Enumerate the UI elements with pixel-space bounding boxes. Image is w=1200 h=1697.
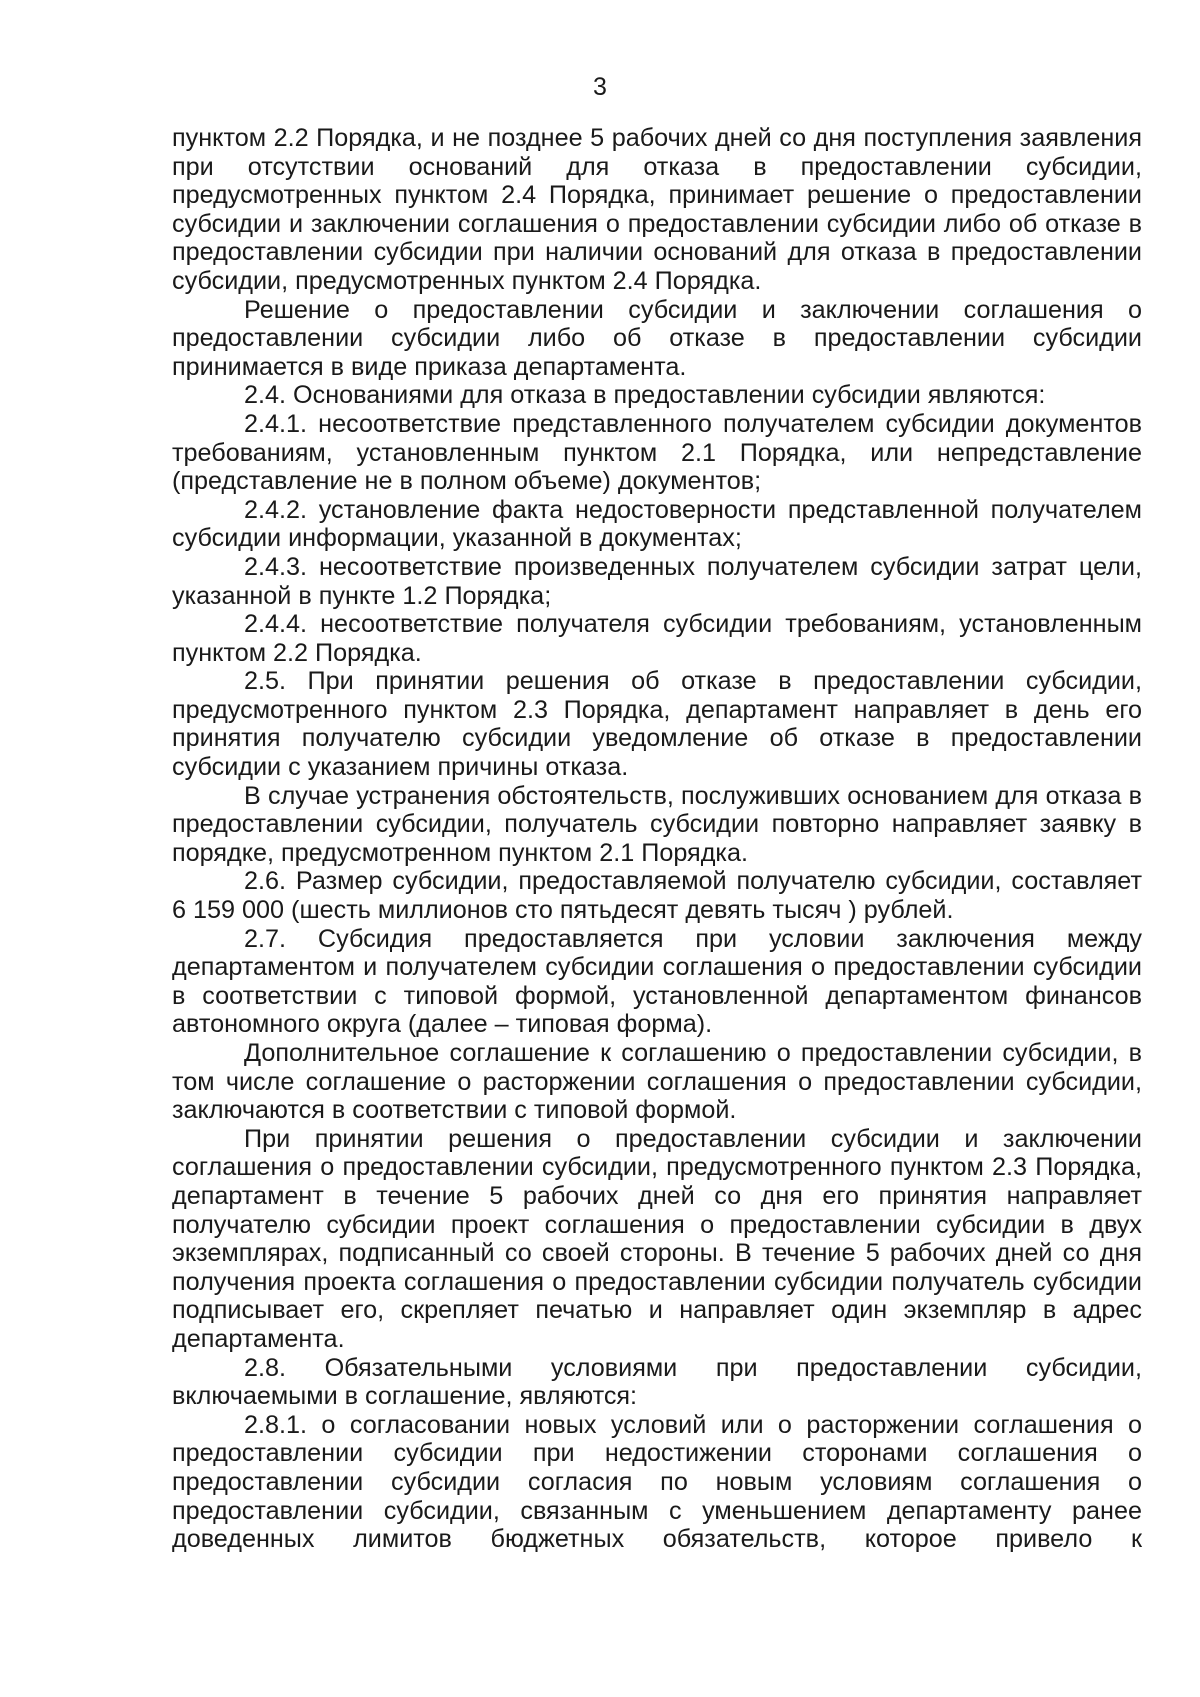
page-number: 3 <box>593 73 607 101</box>
paragraph-2-8-1: 2.8.1. о согласовании новых условий или о расторжении соглашения о предоставлении субсидии при недостижении сторонами соглашения о предоставлении субсидии согласия по новым условиям соглашения о предоставлении субсидии, связанным с уменьшением департаменту ранее доведенных лимитов бюджетных обязательств, которое привело к <box>172 1410 1142 1554</box>
paragraph-2-7: 2.7. Субсидия предоставляется при условии заключения между департаментом и получателем субсидии соглашения о предоставлении субсидии в соответствии с типовой формой, установленной департаментом финансов автономного округа (далее – типовая форма). <box>172 924 1142 1039</box>
paragraph-2-7-additional-agreement: Дополнительное соглашение к соглашению о предоставлении субсидии, в том числе соглашение о расторжении соглашения о предоставлении субсидии, заключаются в соответствии с типовой формой. <box>172 1039 1142 1125</box>
paragraph-2-4-4: 2.4.4. несоответствие получателя субсидии требованиям, установленным пунктом 2.2 Порядка. <box>172 610 1142 667</box>
document-body <box>172 124 1142 1554</box>
paragraph-2-5: 2.5. При принятии решения об отказе в предоставлении субсидии, предусмотренного пунктом 2.3 Порядка, департамент направляет в день его принятия получателю субсидии уведомление об отказе в предоставлении субсидии с указанием причины отказа. <box>172 667 1142 782</box>
paragraph-2-8: 2.8. Обязательными условиями при предоставлении субсидии, включаемыми в соглашение, являются: <box>172 1353 1142 1411</box>
paragraph-2-4-3: 2.4.3. несоответствие произведенных получателем субсидии затрат цели, указанной в пункте 1.2 Порядка; <box>172 552 1142 610</box>
paragraph-2-4-2: 2.4.2. установление факта недостоверности представленной получателем субсидии информации, указанной в документах; <box>172 495 1142 553</box>
paragraph-2-7-agreement-procedure: При принятии решения о предоставлении субсидии и заключении соглашения о предоставлении субсидии, предусмотренного пунктом 2.3 Порядка, департамент в течение 5 рабочих дней со дня его принятия направляет получателю субсидии проект соглашения о предоставлении субсидии в двух экземплярах, подписанный со своей стороны. В течение 5 рабочих дней со дня получения проекта соглашения о предоставлении субсидии получатель субсидии подписывает его, скрепляет печатью и направляет один экземпляр в адрес департамента. <box>172 1124 1142 1353</box>
paragraph-2-6: 2.6. Размер субсидии, предоставляемой получателю субсидии, составляет 6 159 000 (шесть миллионов сто пятьдесят девять тысяч ) рублей. <box>172 867 1142 925</box>
paragraph-2-4-1: 2.4.1. несоответствие представленного получателем субсидии документов требованиям, установленным пунктом 2.1 Порядка, или непредставление (представление не в полном объеме) документов; <box>172 409 1142 496</box>
paragraph-decision-form: Решение о предоставлении субсидии и заключении соглашения о предоставлении субсидии либо об отказе в предоставлении субсидии принимается в виде приказа департамента. <box>172 295 1142 381</box>
paragraph-2-5-resubmission: В случае устранения обстоятельств, послуживших основанием для отказа в предоставлении субсидии, получатель субсидии повторно направляет заявку в порядке, предусмотренном пунктом 2.1 Порядка. <box>172 781 1142 867</box>
paragraph-continuation: пунктом 2.2 Порядка, и не позднее 5 рабочих дней со дня поступления заявления при отсутствии оснований для отказа в предоставлении субсидии, предусмотренных пунктом 2.4 Порядка, принимает решение о предоставлении субсидии и заключении соглашения о предоставлении субсидии либо об отказе в предоставлении субсидии при наличии оснований для отказа в предоставлении субсидии, предусмотренных пунктом 2.4 Порядка. <box>172 124 1142 295</box>
paragraph-2-4: 2.4. Основаниями для отказа в предоставлении субсидии являются: <box>244 381 1046 410</box>
